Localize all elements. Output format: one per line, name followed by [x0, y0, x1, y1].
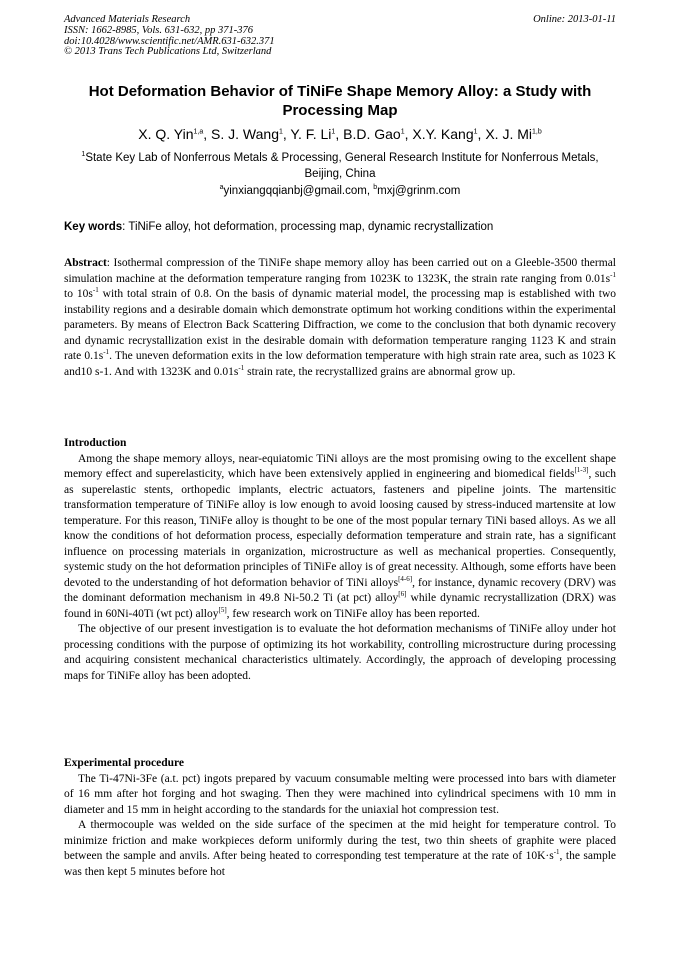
email-a[interactable]: yinxiangqqianbj@gmail.com,	[223, 185, 374, 197]
citation[interactable]: [5]	[218, 605, 227, 614]
author-list	[64, 126, 616, 142]
experimental-heading: Experimental procedure	[64, 757, 184, 769]
journal-header	[64, 15, 616, 58]
paper-title: Hot Deformation Behavior of TiNiFe Shape Memory Alloy: a Study with Processing Map	[88, 83, 592, 119]
author: S. J. Wang$^1$,	[211, 126, 291, 142]
citation[interactable]: [1-3]	[574, 466, 589, 475]
citation[interactable]: [6]	[398, 590, 407, 599]
introduction-paragraph-1: Among the shape memory alloys, near-equiatomic TiNi alloys are the most promising owing to the excellent shape memory effect and superelasticity, which have been extensively applied in engineering and biomedical fields[1-3], such as superelastic stents, orthopedic implants, electric actuators, fasteners and pipeline joints. The martensitic transformation temperature of TiNiFe alloy is low enough to avoid loosing caused by stress-induced martensite at low temperature. For this reason, TiNiFe alloy is thought to be one of the most popular ternary TiNi based alloys. As we all know the conditions of hot deformation process, especially deformation temperature and strain rate, has a significant influence on processing materials in organization, microstructure as well as mechanical properties. Consequently, systemic study on the hot deformation principles of TiNiFe alloy is of great necessity. Although, some efforts have been devoted to the understanding of hot deformation behavior of TiNi alloys[4-6], for instance, dynamic recovery (DRV) was the dominant deformation mechanism in 49.8 Ni-50.2 Ti (at pct) alloy[6] while dynamic recrystallization (DRX) was found in 60Ni-40Ti (wt pct) alloy[5], few research work on TiNiFe alloy has been reported.	[64, 452, 617, 620]
issn-line: ISSN: 1662-8985, Vols. 631-632, pp 371-376	[64, 24, 253, 36]
doi-line[interactable]: doi:10.4028/www.scientific.net/AMR.631-632.371	[64, 35, 275, 47]
abstract-label: Abstract	[64, 257, 107, 269]
online-date: Online: 2013-01-11	[533, 14, 616, 25]
author-emails: $^a$yinxiangqqianbj@gmail.com, $^b$mxj@grinm.com	[219, 184, 461, 197]
author: B.D. Gao$^1$,	[343, 126, 413, 142]
abstract: Abstract: Isothermal compression of the TiNiFe shape memory alloy has been carried out on a Gleeble-3500 thermal simulation machine at the deformation temperature ranging from 1023K to 1323K, the strain rate ranging from $0.01s^{-1}$ to $10s^{-1}$ with total strain of 0.8. On the basis of dynamic material model, the processing map is established with two instability regions and a desirable domain which demonstrate optimum hot working conditions within the experimental parameters. By means of Electron Back Scattering Diffraction, we come to the conclusion that both dynamic recovery and dynamic recrystallization exist in the desirable domain with deformation temperature ranging 1123 K and strain rate $0.1s^{-1}$. The uneven deformation exits in the low deformation temperature with high strain rate area, such as 1023 K and10 s-1. And with 1323K and $0.01s^{-1}$ strain rate, the recrystallized grains are abnormal grow up.	[64, 257, 616, 378]
keywords	[64, 220, 616, 235]
journal-name: Advanced Materials Research	[64, 14, 191, 25]
experimental-section	[64, 756, 616, 880]
email-b[interactable]: mxj@grinm.com	[377, 185, 461, 197]
affiliation: $^1$State Key Lab of Nonferrous Metals & Processing, General Research Institute for Nonferrous Metals, Beijing, China	[81, 151, 599, 180]
introduction-paragraph-2: The objective of our present investigation is to evaluate the hot deformation mechanisms of TiNiFe alloy under hot processing conditions with the purpose of optimizing its hot workability, controlling microstructure during processing and acquiring consistent mechanical characteristics ultimately. Accordingly, the approach of developing processing maps for TiNiFe alloy has been adopted.	[64, 623, 616, 682]
introduction-section	[64, 436, 616, 684]
experimental-paragraph-2: A thermocouple was welded on the side surface of the specimen at the mid height for temperature control. To minimize friction and make workpieces deform uniformly during the test, two thin sheets of graphite were placed between the sample and anvils. After being heated to corresponding test temperature at the rate of $10K\cdot s^{-1}$, the sample was then kept 5 minutes before hot	[64, 819, 616, 878]
author: X. J. Mi$^{1,b}$	[485, 126, 542, 142]
citation[interactable]: [4-6]	[398, 574, 413, 583]
author: Y. F. Li$^1$,	[290, 126, 344, 142]
experimental-paragraph-1: The Ti-47Ni-3Fe (a.t. pct) ingots prepared by vacuum consumable melting were processed into bars with diameter of 16 mm after hot forging and hot swaging. Then they were machined into cylindrical specimens with 10 mm in diameter and 15 mm in height according to the standards for the uniaxial hot compression test.	[64, 772, 616, 816]
copyright-line: © 2013 Trans Tech Publications Ltd, Switzerland	[64, 46, 272, 58]
author: X.Y. Kang$^1$,	[412, 126, 486, 142]
keywords-text: : TiNiFe alloy, hot deformation, processing map, dynamic recrystallization	[122, 221, 494, 233]
author: X. Q. Yin$^{1,a}$,	[138, 126, 212, 142]
introduction-heading: Introduction	[64, 437, 127, 449]
keywords-label: Key words	[64, 221, 123, 233]
